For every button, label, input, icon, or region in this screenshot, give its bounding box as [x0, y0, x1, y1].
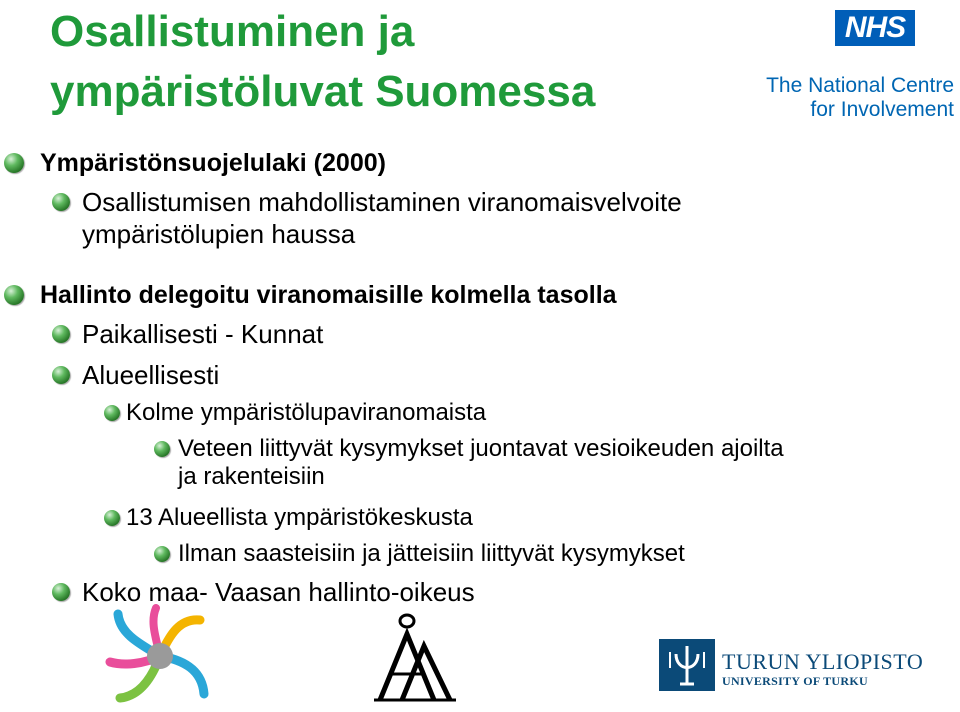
- bullet-icon: [154, 546, 170, 562]
- bullet-text: 13 Alueellista ympäristökeskusta: [126, 504, 473, 531]
- turku-logo-text: [722, 650, 923, 688]
- turku-shield-icon: [658, 638, 716, 692]
- bullet-item-5: [52, 359, 219, 391]
- bullet-item-3: [4, 280, 617, 310]
- bullet-icon: [104, 510, 120, 526]
- bullet-item-8: [104, 504, 473, 532]
- bullet-text: Osallistumisen mahdollistaminen viranomaisvelvoite: [82, 187, 682, 217]
- bullet-text: Ympäristönsuojelulaki (2000): [40, 149, 386, 177]
- bullet-text: Paikallisesti - Kunnat: [82, 319, 324, 349]
- bullet-icon: [52, 583, 70, 601]
- ncfi-logo-text: [714, 74, 954, 122]
- nhs-logo: NHS: [835, 10, 915, 46]
- swirl-logo-icon: [100, 604, 220, 708]
- bullet-text: ja rakenteisiin: [178, 463, 325, 490]
- bullet-text: ympäristölupien haussa: [82, 219, 356, 249]
- slide-title: [50, 2, 690, 122]
- bullet-text: Veteen liittyvät kysymykset juontavat vesioikeuden ajoilta: [178, 435, 784, 462]
- bullet-text: Hallinto delegoitu viranomaisille kolmella tasolla: [40, 281, 617, 309]
- turku-name-fi: TURUN YLIOPISTO: [722, 649, 924, 674]
- slide-title-line-2: ympäristöluvat Suomessa: [50, 67, 596, 116]
- bullet-icon: [104, 405, 120, 421]
- bullet-text: Ilman saasteisiin ja jätteisiin liittyvät kysymykset: [178, 540, 685, 567]
- bullet-item-9: [154, 540, 685, 568]
- bullet-item-1: [4, 148, 386, 178]
- bullet-item-2: [52, 186, 682, 250]
- slide-title-line-1: Osallistuminen ja: [50, 7, 415, 56]
- bullet-icon: [52, 193, 70, 211]
- ncfi-line-1: The National Centre: [766, 74, 954, 97]
- turku-name-en: UNIVERSITY OF TURKU: [722, 674, 868, 688]
- bullet-text: Koko maa- Vaasan hallinto-oikeus: [82, 577, 475, 607]
- bullet-icon: [154, 441, 170, 457]
- bullet-icon: [4, 153, 24, 173]
- ncfi-line-2: for Involvement: [810, 98, 954, 121]
- bullet-item-7: [154, 435, 784, 491]
- bullet-icon: [52, 325, 70, 343]
- abo-akademi-logo-icon: [370, 612, 460, 704]
- bullet-icon: [4, 285, 24, 305]
- bullet-text: Alueellisesti: [82, 360, 220, 390]
- bullet-icon: [52, 366, 70, 384]
- bullet-item-6: [104, 399, 486, 427]
- bullet-text: Kolme ympäristölupaviranomaista: [126, 399, 487, 426]
- bullet-item-4: [52, 318, 323, 350]
